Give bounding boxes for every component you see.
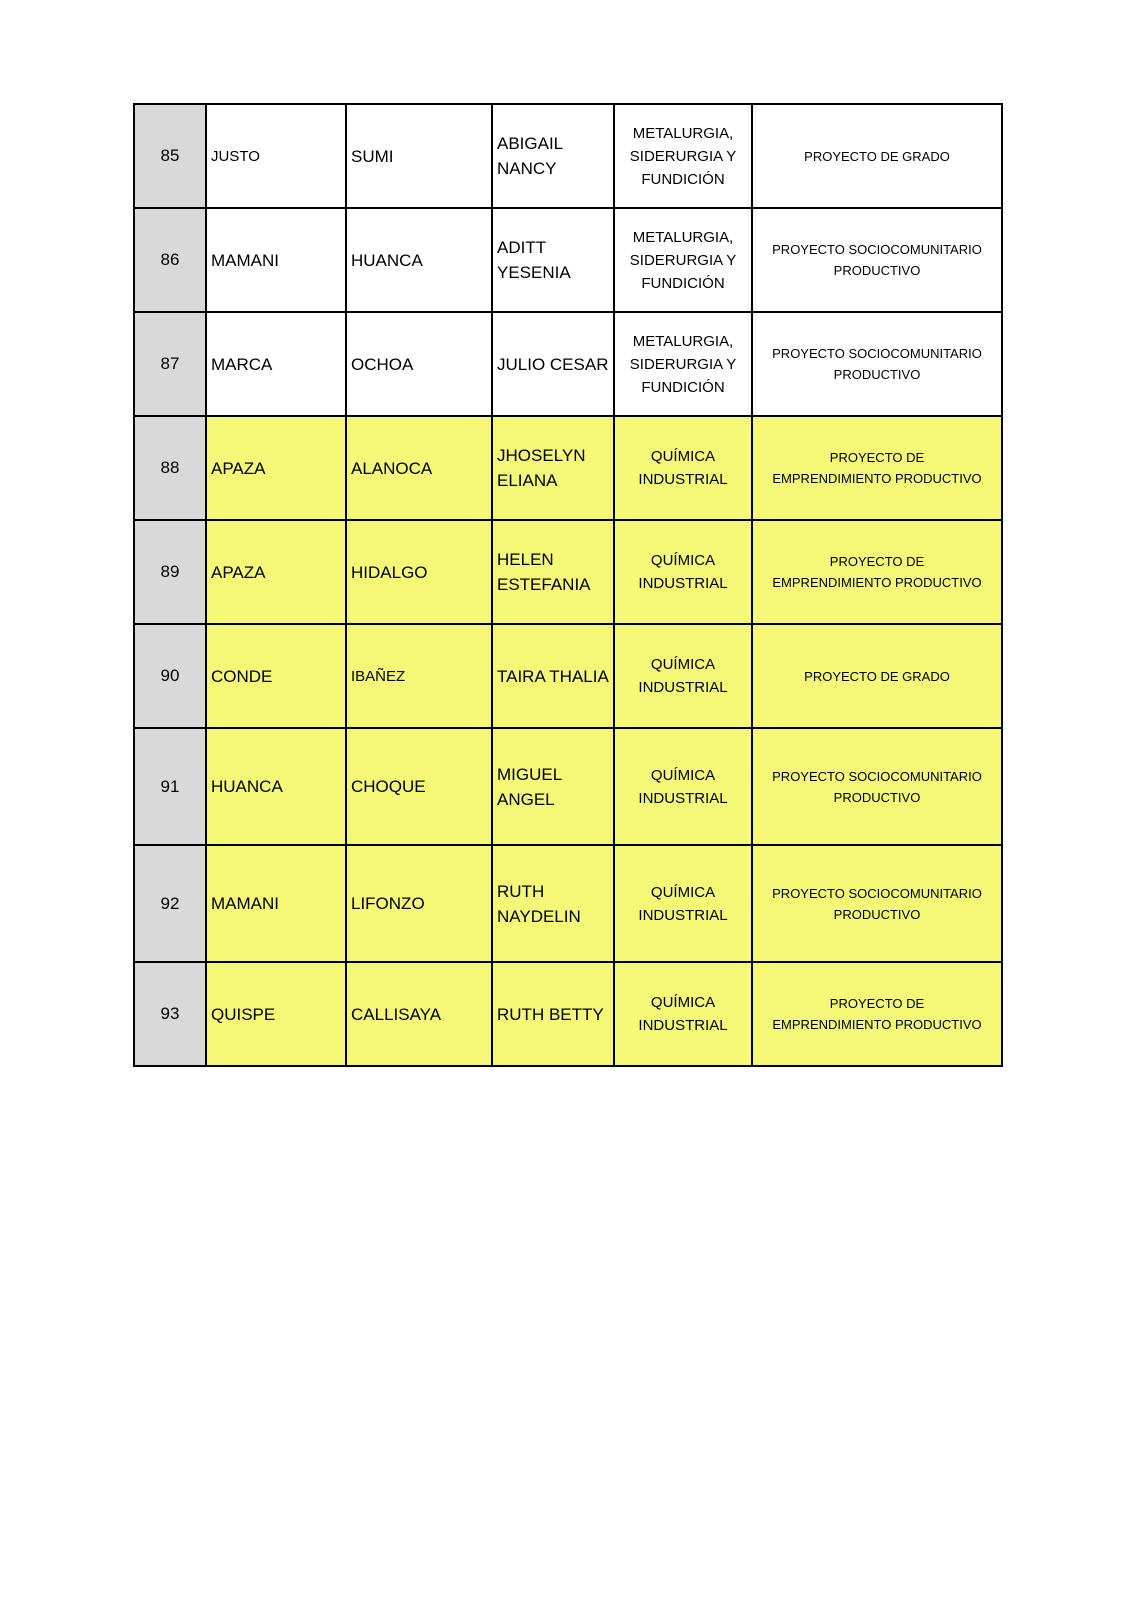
given-names: ADITT YESENIA <box>492 208 614 312</box>
career: METALURGIA, SIDERURGIA Y FUNDICIÓN <box>614 208 752 312</box>
given-names: JHOSELYN ELIANA <box>492 416 614 520</box>
career: QUÍMICA INDUSTRIAL <box>614 962 752 1066</box>
student-roster-table <box>133 103 1003 1067</box>
graduation-modality: PROYECTO SOCIOCOMUNITARIO PRODUCTIVO <box>752 845 1002 962</box>
row-number: 85 <box>134 104 206 208</box>
given-names: RUTH NAYDELIN <box>492 845 614 962</box>
maternal-surname: HUANCA <box>346 208 492 312</box>
given-names: RUTH BETTY <box>492 962 614 1066</box>
graduation-modality: PROYECTO SOCIOCOMUNITARIO PRODUCTIVO <box>752 312 1002 416</box>
maternal-surname: ALANOCA <box>346 416 492 520</box>
career: QUÍMICA INDUSTRIAL <box>614 845 752 962</box>
table-row <box>134 312 1002 416</box>
maternal-surname: CHOQUE <box>346 728 492 845</box>
paternal-surname: MAMANI <box>206 845 346 962</box>
graduation-modality: PROYECTO DE EMPRENDIMIENTO PRODUCTIVO <box>752 520 1002 624</box>
table-row <box>134 845 1002 962</box>
row-number: 89 <box>134 520 206 624</box>
given-names: JULIO CESAR <box>492 312 614 416</box>
career: QUÍMICA INDUSTRIAL <box>614 520 752 624</box>
graduation-modality: PROYECTO DE GRADO <box>752 104 1002 208</box>
career: QUÍMICA INDUSTRIAL <box>614 416 752 520</box>
graduation-modality: PROYECTO DE GRADO <box>752 624 1002 728</box>
maternal-surname: OCHOA <box>346 312 492 416</box>
paternal-surname: CONDE <box>206 624 346 728</box>
given-names: HELEN ESTEFANIA <box>492 520 614 624</box>
career: METALURGIA, SIDERURGIA Y FUNDICIÓN <box>614 104 752 208</box>
given-names: MIGUEL ANGEL <box>492 728 614 845</box>
paternal-surname: QUISPE <box>206 962 346 1066</box>
paternal-surname: MAMANI <box>206 208 346 312</box>
table-row <box>134 208 1002 312</box>
paternal-surname: APAZA <box>206 416 346 520</box>
table-row <box>134 624 1002 728</box>
career: QUÍMICA INDUSTRIAL <box>614 624 752 728</box>
paternal-surname: JUSTO <box>206 104 346 208</box>
career: METALURGIA, SIDERURGIA Y FUNDICIÓN <box>614 312 752 416</box>
paternal-surname: MARCA <box>206 312 346 416</box>
row-number: 92 <box>134 845 206 962</box>
maternal-surname: SUMI <box>346 104 492 208</box>
given-names: ABIGAIL NANCY <box>492 104 614 208</box>
graduation-modality: PROYECTO SOCIOCOMUNITARIO PRODUCTIVO <box>752 208 1002 312</box>
table-row <box>134 962 1002 1066</box>
paternal-surname: APAZA <box>206 520 346 624</box>
career: QUÍMICA INDUSTRIAL <box>614 728 752 845</box>
maternal-surname: HIDALGO <box>346 520 492 624</box>
graduation-modality: PROYECTO DE EMPRENDIMIENTO PRODUCTIVO <box>752 416 1002 520</box>
graduation-modality: PROYECTO SOCIOCOMUNITARIO PRODUCTIVO <box>752 728 1002 845</box>
maternal-surname: CALLISAYA <box>346 962 492 1066</box>
table-row <box>134 104 1002 208</box>
paternal-surname: HUANCA <box>206 728 346 845</box>
given-names: TAIRA THALIA <box>492 624 614 728</box>
row-number: 93 <box>134 962 206 1066</box>
table-row <box>134 520 1002 624</box>
maternal-surname: LIFONZO <box>346 845 492 962</box>
row-number: 87 <box>134 312 206 416</box>
maternal-surname: IBAÑEZ <box>346 624 492 728</box>
row-number: 88 <box>134 416 206 520</box>
graduation-modality: PROYECTO DE EMPRENDIMIENTO PRODUCTIVO <box>752 962 1002 1066</box>
row-number: 90 <box>134 624 206 728</box>
row-number: 91 <box>134 728 206 845</box>
table-row <box>134 416 1002 520</box>
row-number: 86 <box>134 208 206 312</box>
table-row <box>134 728 1002 845</box>
